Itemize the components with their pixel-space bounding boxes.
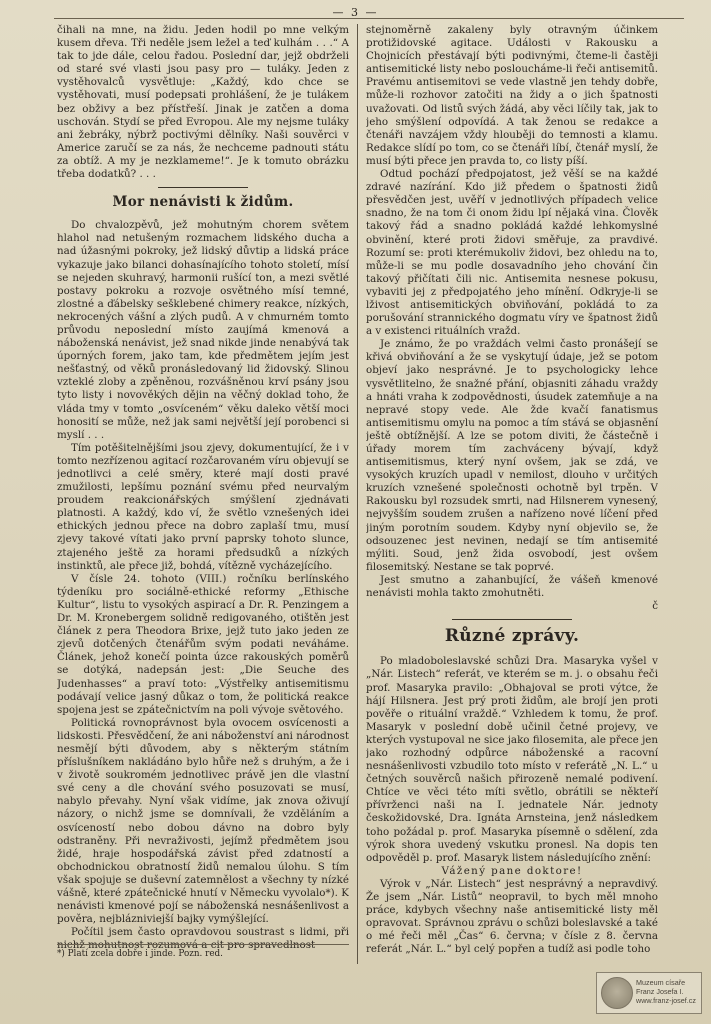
news-heading: Různé zprávy. (444, 626, 580, 647)
section-divider-right (452, 619, 572, 620)
page-number: — 3 — (332, 6, 379, 19)
stamp-line-3: www.franz-josef.cz (636, 996, 696, 1005)
right-column (366, 24, 658, 976)
column-separator (357, 24, 358, 964)
section-divider (158, 187, 248, 188)
right-paragraph-4: Po mladoboleslavské schůzi Dra. Masaryka vyšel v „Nár. Listech“ referát, ve kterém se m. j. o obsahu řeči prof. Masaryka pravilo: „Obhajoval se proti výtce, že hájí Hilsnera. Jest prý proti židům, ale brojí jen proti pověře o rituální vraždě.“ Vzhledem k tomu, že prof. Masaryk v poslední době učinil četné projevy, ve kterých vystupoval ne sice jako filosemita, ale přece jen jako rozhodný odpůrce náboženské a racovní nesnášenlivosti vzbudilo toto místo v referátě „N. L.“ u četných souvěrců našich přirozeně nemalé podivení. Chtíce ve věci této míti světlo, obrátili se někteří přívrženci naši na I. jednatele Nár. jednoty českožidovské, Dra. Ignáta Arnsteina, jenž následkem toho požádal p. prof. Masaryka písemně o sdělení, zda výrok shora uvedený vskutku pronesl. Na dopis ten odpověděl p. prof. Masaryk listem následujícího znění: (366, 655, 658, 864)
article-heading-hatred: Mor nenávisti k židům. (112, 194, 294, 211)
left-paragraph-3: V čísle 24. tohoto (VIII.) ročníku berlínského týdeníku pro sociálně-ethické reformy „Ethische Kultur“, listu to vysokých aspirací a Dr. R. Penzingem a Dr. M. Kronebergem solidně redigovaného, otištěn jest článek z pera Theodora Brixe, jejž tuto jako jeden ze zjevů dotčených čtenářům svým podati neváháme. Článek, jehož konečí pointa úzce rakouských poměrů se dotýká, nadepsán jest: „Die Seuche des Judenhasses“ a praví toto: „Výstřelky antisemitismu podávají velice jasný důkaz o tom, že politická reakce spojena jest se zpátečnictvím na poli vývoje světového. (57, 572, 349, 716)
letter-salutation: Vážený pane doktore! (441, 864, 583, 877)
portrait-seal-icon (601, 977, 633, 1009)
stamp-line-1: Muzeum císaře (636, 978, 686, 987)
right-paragraph-2: Je známo, že po vraždách velmi často pronášejí se křivá obviňování a že se vyskytují údaje, jež se potom objeví jako nesprávné. Je to psychologicky lehce vysvětlitelno, že snažné přání, objasniti záhadu vraždy a hnáti vraha k zodpovědnosti, úsudek zatemňuje a na nepravé stopy vede. Ale žde kvačí fanatismus antisemitismu omylu na pomoc a tím stává se objasnění ještě obtížnější. A lze se potom diviti, že částečně i úřady morem tím zachváceny bývají, když antisemitismus, který nyní ovšem, jak se zdá, ve vysokých kruzích upadl v nemilost, dlouho v určitých kruzích vznešené společnosti ochotně byl trpěn. V Rakousku byl rozsudek smrti, nad Hilsnerem vynesený, nejvyšším soudem zrušen a nařízeno nové líčení před jiným porotním soudem. Kdyby nyní objevilo se, že odsouzenec jest nevinen, nedají se tím antisemité mýliti. Soud, jenž žida osvobodí, jest ovšem filosemitský. Nestane se tak poprvé. (366, 338, 658, 573)
right-paragraph-3: Jest smutno a zahanbující, že vášeň kmenové nenávisti mohla takto zmohutněti. (366, 573, 658, 600)
left-column (57, 24, 349, 969)
left-paragraph-1: Do chvalozpěvů, jež mohutným chorem světem hlahol nad netušeným rozmachem lidského ducha a nad úžasnými pokroky, jež lidský důvtip a lidská práce vykazuje jako bilanci dohasínajícího tohoto století, mísí se nejeden skuhravý, harmonii rušící ton, a mezi světlé postavy pokroku a rozvoje osvětného mísí temné, zlostné a ďábelsky sešklebené chimery reakce, nízkých, nekrocených vášní a zlých pudů. A v chmurném tomto průvodu neposlední místo zaujímá kmenová a náboženská nenávist, jež snad nikde jinde nenabývá tak úporných forem, jako tam, kde předmětem jejím jest nešťastný, od věků pronásledovaný lid židovský. Slinou vzteklé zloby a zpěněnou, rozvášněnou krví psány jsou tyto listy i novověkých dějin na věčný doklad toho, že vláda tmy v tomto „osvíceném“ věku daleko větší moci honosití se může, než jak sami největší její porobenci si myslí . . . (57, 219, 349, 441)
left-paragraph-5: Počítil jsem často opravdovou soustrast s lidmi, při nichž mohutnost rozumová a cit pro spravedlnost (57, 926, 349, 952)
left-paragraph-0: čihali na mne, na židu. Jeden hodil po mne velkým kusem dřeva. Tři neděle jsem ležel a teď kulhám . . .“ A tak to jde dále, celou řadou. Poslední dar, jejž obdrželi od staré své vlasti jsou pasy pro — tuláky. Jeden z vystěhovalců vysvětluje: „Každý, kdo chce se vystěhovati, musí podepsati prohlášení, že je tulákem bez obživy a bez přístřeší. Jinak je zatčen a doma uschován. Stydí se před Evropou. Ale my nejsme tuláky ani žebráky, nýbrž poctivými dělníky. Naši souvěrci v Americe zaručí se za nás, že nechceme padnouti státu za obtíž. A my je nezklameme!“. Je k tomuto obrázku třeba dodatků? . . . (57, 24, 349, 181)
top-rule (54, 18, 684, 19)
left-paragraph-2: Tím potěšitelnějšími jsou zjevy, dokumentující, že i v tomto nezřízenou agitací rozčarovaném víru objevují se jednotlivci a celé směry, které mají dosti pravé zmužilosti, lepšímu poznání svému před neurvalým proudem reakcionářských smýšlení zjednávati platnosti. A každý, kdo ví, že světlo vznešených idei ethických jednou přece na dobro zaplaší tmu, musí zjevy takové vítati jako první paprsky tohoto slunce, ztajeného ještě za horami předsudků a nízkých instinktů, ale přece již, bohdá, vítězně vycházejícího. (57, 441, 349, 572)
museum-watermark (596, 972, 702, 1014)
right-paragraph-5: Výrok v „Nár. Listech“ jest nesprávný a nepravdivý. Že jsem „Nár. Listů“ neopravil, to bych měl mnoho práce, kdybych všechny naše antisemitické listy měl opravovat. Správnou zprávu o schůzi boleslavské a také o mé řeči měl „Čas“ 6. června; v čísle z 8. června referát „Nár. L.“ byl celý popřen a tudíž asi podle toho (366, 877, 658, 956)
left-paragraph-4: Politická rovnoprávnost byla ovocem osvícenosti a lidskosti. Přesvědčení, že ani náboženství ani národnost nesmějí býti důvodem, aby s některým státním příslušníkem nakládáno bylo hůře než s druhým, a že i v životě soukromém jednotlivec právě jen dle vlastní své ceny a dle chování svého posuzovati se musí, nabylo převahy. Nyní však vidíme, jak znova oživují názory, o nichž jsme se domnívali, že vzděláním a osvíceností nebo dobou dávno na dobro byly odstraněny. Při nevraživosti, jejímž předmětem jsou židé, hraje hospodářská závist před zdatností a obchodnickou obratností židů nemalou úlohu. S tím však spojuje se duševní zatemnělost a všechny ty nízké vášně, které zpátečnické hnutí v Německu vyvolalo*). K nenávisti kmenové pojí se náboženská nesnášenlivost a pověra, nejblázniviejší bajky vymýšlející. (57, 716, 349, 926)
author-sign: č (652, 600, 658, 613)
footnote: *) Platí zcela dobře i jinde. Pozn. red. (57, 944, 349, 960)
stamp-line-2: Franz Josefa I. (636, 987, 684, 996)
right-paragraph-0: stejnoměrně zakaleny byly otravným účinkem protižidovské agitace. Události v Rakousku a Chojnicích přestávají býti podivnými, čteme-li častěji antisemitické listy nebo posloucháme-li řeči antisemitů. Pravému antisemitovi se vede vlastně jen tehdy dobře, může-li rozhovor zatočiti na židy a o jich špatnosti uvažovati. Od listů svých žádá, aby věci líčily tak, jak to jeho smýšlení odpovídá. A tak ženou se redakce a čtenáři navzájem vždy hlouběji do temnosti a klamu. Redakce slídí po tom, co se čtenáři líbí, čtenář myslí, že musí býti přece jen pravda to, co listy píší. (366, 24, 658, 167)
right-paragraph-1: Odtud pochází předpojatost, jež věší se na každé zdravé nazírání. Kdo již předem o špatnosti židů přesvědčen jest, uvěří v jednotlivých případech velice snadno, že na tom či onom židu lpí nějaká vina. Člověk takový řád a snadno pokládá každé lehkomyslné obvinění, které proti židovi směřuje, za pravdivé. Rozumí se: proti kterémukoliv židovi, bez ohledu na to, může-li se mu podle dosavadního jeho chování čin takový přičítati čili nic. Antisemita nesnese pokusu, vybaviti jej z předpojatého jeho mínění. Odkryje-li se lživost antisemitických obviňování, pokládá to za porušování strannického dogmatu víry ve špatnost židů a v existenci rituálních vražd. (366, 168, 658, 338)
